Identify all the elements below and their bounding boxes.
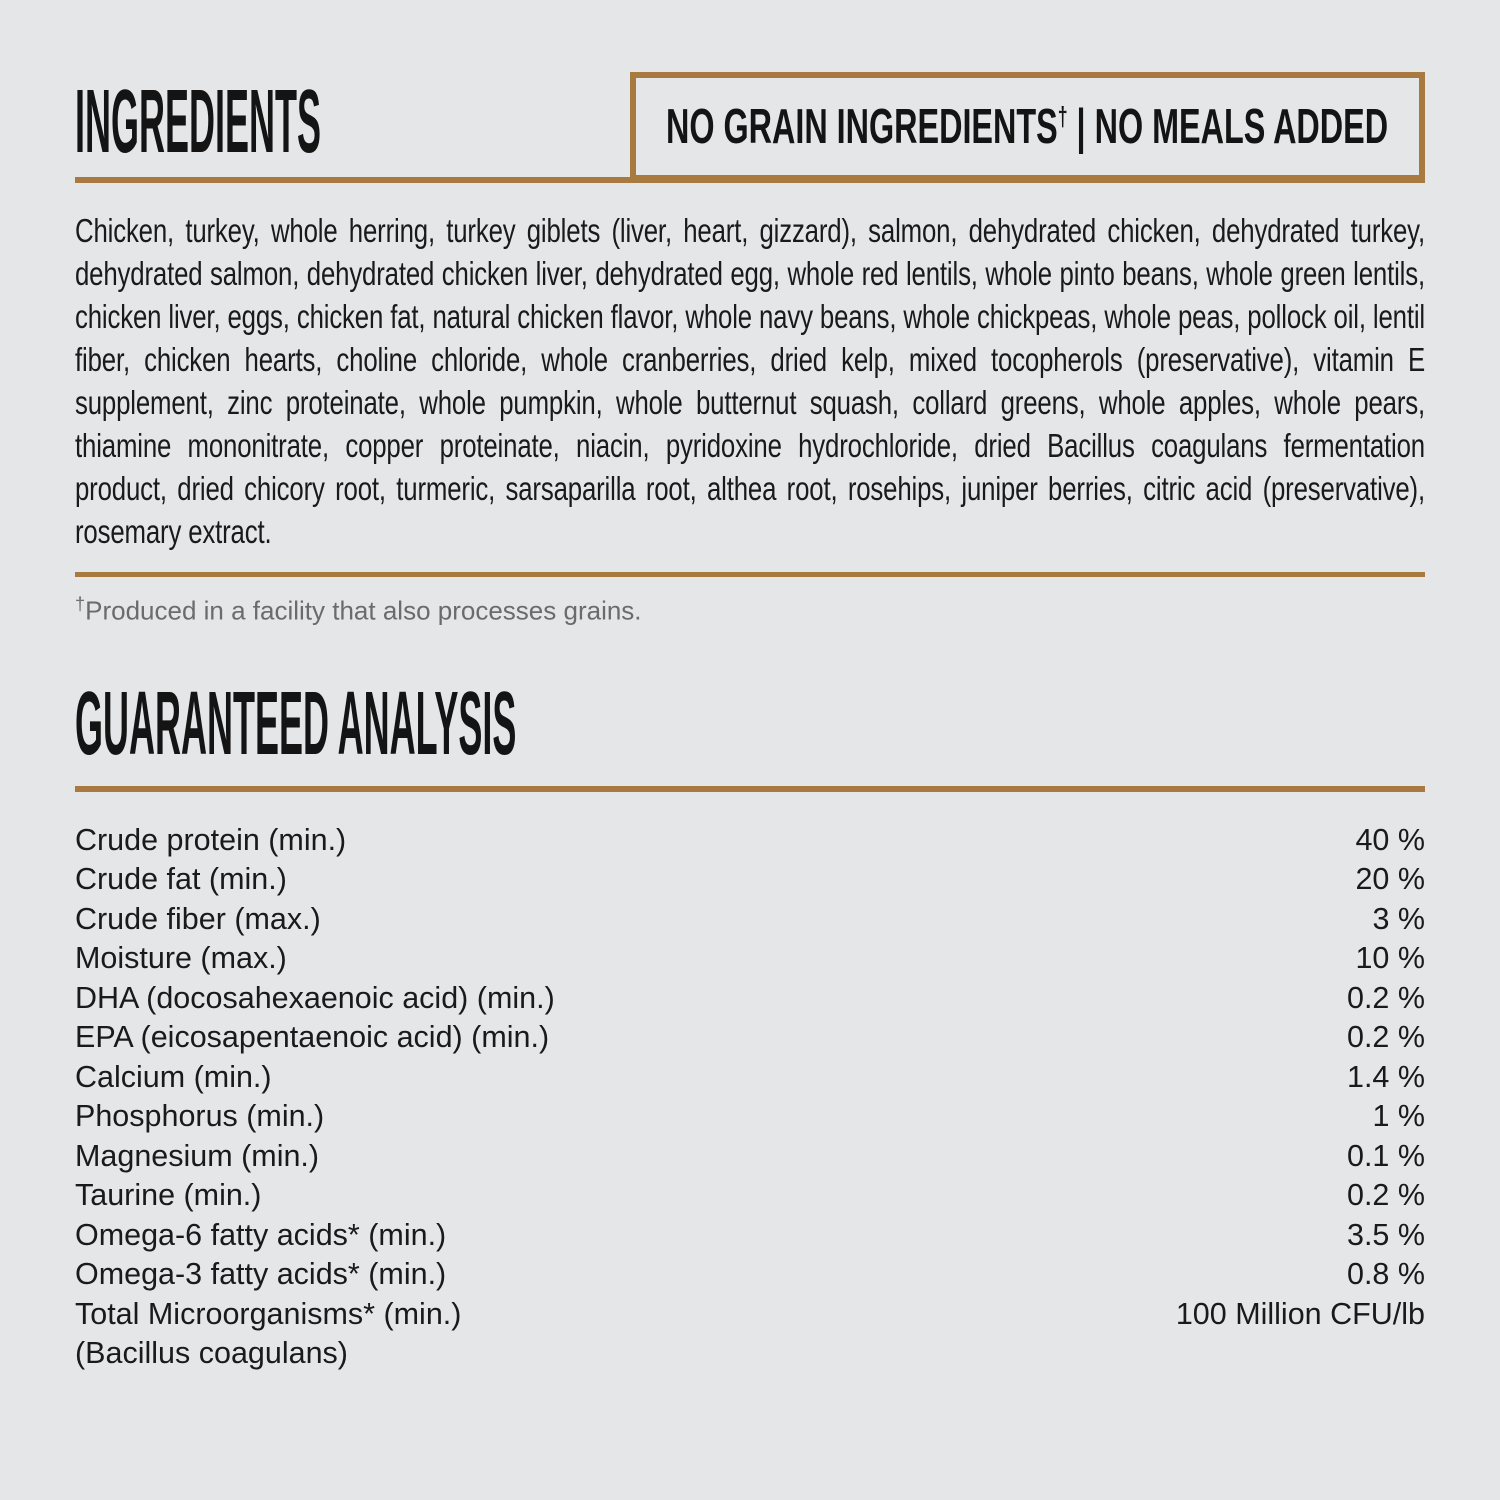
row-label: Crude fiber (max.) xyxy=(75,901,321,936)
row-value: 1.4 % xyxy=(1347,1059,1425,1094)
row-value: 10 % xyxy=(1355,941,1425,976)
ingredients-body: Chicken, turkey, whole herring, turkey giblets (liver, heart, gizzard), salmon, dehydrated chicken, dehydrated turkey, dehydrated salmon, dehydrated chicken liver, dehydrated egg, whole red lentils, whole pinto beans, whole green lentils, chicken liver, eggs, chicken fat, natural chicken flavor, whole navy beans, whole chickpeas, whole peas, pollock oil, lentil fiber, chicken hearts, choline chloride, whole cranberries, dried kelp, mixed tocopherols (preservative), vitamin E supplement, zinc proteinate, whole pumpkin, whole butternut squash, collard greens, whole apples, whole pears, thiamine mononitrate, copper proteinate, niacin, pyridoxine hydrochloride, dried Bacillus coagulans fermentation product, dried chicory root, turmeric, sarsaparilla root, althea root, rosehips, juniper berries, citric acid (preservative), rosemary extract. xyxy=(75,212,1425,550)
no-grain-badge-text xyxy=(666,99,1388,155)
table-row xyxy=(75,1295,1425,1335)
guaranteed-analysis-title: GUARANTEED ANALYSIS xyxy=(75,673,517,774)
row-label: DHA (docosahexaenoic acid) (min.) xyxy=(75,980,555,1015)
ingredients-header xyxy=(75,0,1425,183)
row-label: Moisture (max.) xyxy=(75,941,287,976)
row-value: 0.1 % xyxy=(1347,1138,1425,1173)
row-label: (Bacillus coagulans) xyxy=(75,1336,348,1371)
guaranteed-analysis-rule xyxy=(75,786,1425,792)
ingredients-body-wrap xyxy=(75,209,1425,553)
row-value: 0.2 % xyxy=(1347,1020,1425,1055)
row-label: EPA (eicosapentaenoic acid) (min.) xyxy=(75,1020,550,1055)
badge-text-part2: | NO MEALS ADDED xyxy=(1068,99,1389,154)
row-label: Phosphorus (min.) xyxy=(75,1099,325,1134)
table-row xyxy=(75,979,1425,1019)
table-row xyxy=(75,1334,1425,1374)
table-row xyxy=(75,1216,1425,1256)
footnote-rule xyxy=(75,572,1425,577)
row-value: 3 % xyxy=(1372,901,1425,936)
row-label: Magnesium (min.) xyxy=(75,1138,320,1173)
table-row xyxy=(75,900,1425,940)
guaranteed-analysis-table xyxy=(75,821,1425,1374)
row-label: Total Microorganisms* (min.) xyxy=(75,1296,462,1331)
table-row xyxy=(75,1176,1425,1216)
row-label: Taurine (min.) xyxy=(75,1178,262,1213)
ingredients-title-rule xyxy=(75,177,1425,183)
row-label: Crude fat (min.) xyxy=(75,862,287,897)
table-row xyxy=(75,1137,1425,1177)
row-value: 20 % xyxy=(1355,862,1425,897)
row-label: Crude protein (min.) xyxy=(75,822,347,857)
row-value: 0.2 % xyxy=(1347,1178,1425,1213)
row-value: 0.2 % xyxy=(1347,980,1425,1015)
row-value: 3.5 % xyxy=(1347,1217,1425,1252)
table-row xyxy=(75,821,1425,861)
table-row xyxy=(75,1058,1425,1098)
ingredients-title: INGREDIENTS xyxy=(75,72,322,172)
badge-dagger: † xyxy=(1058,101,1069,132)
row-value: 100 Million CFU/lb xyxy=(1175,1296,1425,1331)
table-row xyxy=(75,1255,1425,1295)
label-content xyxy=(75,0,1425,1374)
row-label: Calcium (min.) xyxy=(75,1059,272,1094)
table-row xyxy=(75,860,1425,900)
table-row xyxy=(75,1097,1425,1137)
badge-text-part1: NO GRAIN INGREDIENTS xyxy=(666,99,1059,154)
row-value: 40 % xyxy=(1355,822,1425,857)
footnote-text: Produced in a facility that also processes grains. xyxy=(85,595,642,626)
row-label: Omega-6 fatty acids* (min.) xyxy=(75,1217,447,1252)
row-value: 1 % xyxy=(1372,1099,1425,1134)
table-row xyxy=(75,939,1425,979)
grain-footnote xyxy=(75,588,1425,627)
no-grain-badge xyxy=(630,72,1425,181)
row-label: Omega-3 fatty acids* (min.) xyxy=(75,1257,447,1292)
row-value: 0.8 % xyxy=(1347,1257,1425,1292)
footnote-dagger: † xyxy=(75,594,86,614)
table-row xyxy=(75,1018,1425,1058)
